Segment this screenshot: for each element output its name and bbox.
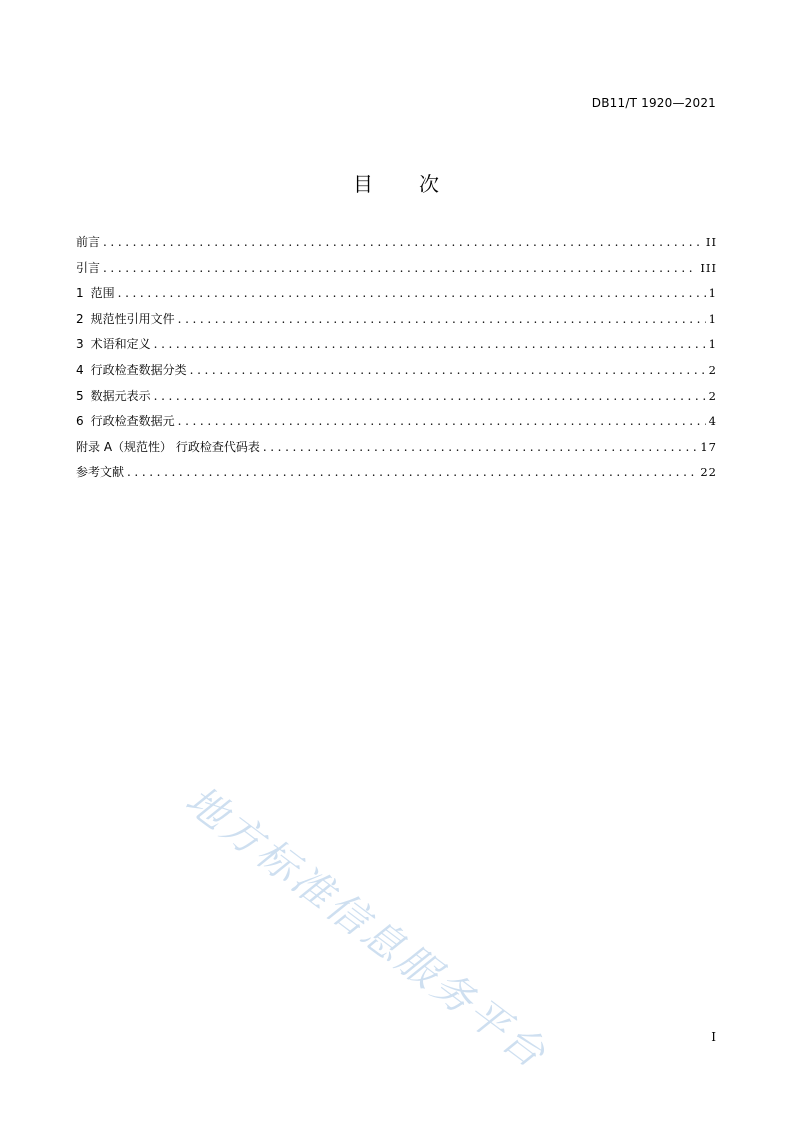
toc-title xyxy=(0,168,792,197)
toc-entry-label: 附录 A（规范性） 行政检查代码表 xyxy=(76,439,260,454)
toc-entry-label: 前言 xyxy=(76,235,101,249)
toc-entry-label: 数据元表示 xyxy=(90,388,151,403)
toc-leader-dots xyxy=(127,462,697,482)
toc-leader-dots xyxy=(154,386,706,406)
toc-entry-page: 1 xyxy=(708,337,717,352)
toc-entry-normative-references[interactable] xyxy=(76,309,717,335)
toc-leader-dots xyxy=(178,411,706,431)
toc-entry-page: II xyxy=(705,235,717,249)
toc-entry-page: 22 xyxy=(700,465,717,480)
toc-entry-label: 规范性引用文件 xyxy=(90,311,175,326)
toc-entry-page: 2 xyxy=(708,362,717,377)
toc-entry-number: 5 xyxy=(76,388,84,403)
toc-entry-data-classification[interactable] xyxy=(76,360,717,386)
toc-entry-label: 范围 xyxy=(90,286,115,301)
toc-entry-number: 3 xyxy=(76,337,84,352)
toc-entry-page: 4 xyxy=(708,414,717,429)
toc-leader-dots xyxy=(178,309,706,329)
toc-entry-bibliography[interactable] xyxy=(76,462,717,488)
standard-code: DB11/T 1920—2021 xyxy=(591,96,716,110)
toc-entry-page: 17 xyxy=(700,439,717,454)
toc-entry-label: 术语和定义 xyxy=(90,337,151,352)
toc-entry-data-element-representation[interactable] xyxy=(76,386,717,412)
toc-leader-dots xyxy=(103,258,697,278)
toc-leader-dots xyxy=(263,437,698,457)
toc-entry-label: 参考文献 xyxy=(76,465,125,480)
toc-entry-number: 6 xyxy=(76,414,84,429)
toc-title-char: 目 xyxy=(353,172,373,196)
toc-leader-dots xyxy=(190,360,706,380)
toc-entry-number: 4 xyxy=(76,362,84,377)
toc-leader-dots xyxy=(154,334,706,354)
toc-entry-data-elements[interactable] xyxy=(76,411,717,437)
toc-entry-number: 2 xyxy=(76,311,84,326)
toc-entry-introduction[interactable] xyxy=(76,258,717,284)
toc-entry-appendix-a[interactable] xyxy=(76,437,717,463)
toc-leader-dots xyxy=(103,232,703,252)
watermark-text: 地方标准信息服务平台 xyxy=(176,777,556,1079)
toc-entry-page: 1 xyxy=(708,311,717,326)
toc-entry-number: 1 xyxy=(76,286,84,301)
toc-entry-foreword[interactable] xyxy=(76,232,717,258)
toc-entry-label: 行政检查数据元 xyxy=(90,414,175,429)
toc-entry-label: 行政检查数据分类 xyxy=(90,362,187,377)
page-number: I xyxy=(711,1030,716,1044)
toc-entry-terms-definitions[interactable] xyxy=(76,334,717,360)
toc-entry-page: 2 xyxy=(708,388,717,403)
toc-entry-label: 引言 xyxy=(76,260,101,275)
toc-title-char: 次 xyxy=(419,172,439,196)
toc-list xyxy=(76,232,717,488)
toc-leader-dots xyxy=(118,283,706,303)
toc-entry-page: III xyxy=(700,260,717,275)
toc-entry-page: 1 xyxy=(708,286,717,301)
toc-entry-scope[interactable] xyxy=(76,283,717,309)
